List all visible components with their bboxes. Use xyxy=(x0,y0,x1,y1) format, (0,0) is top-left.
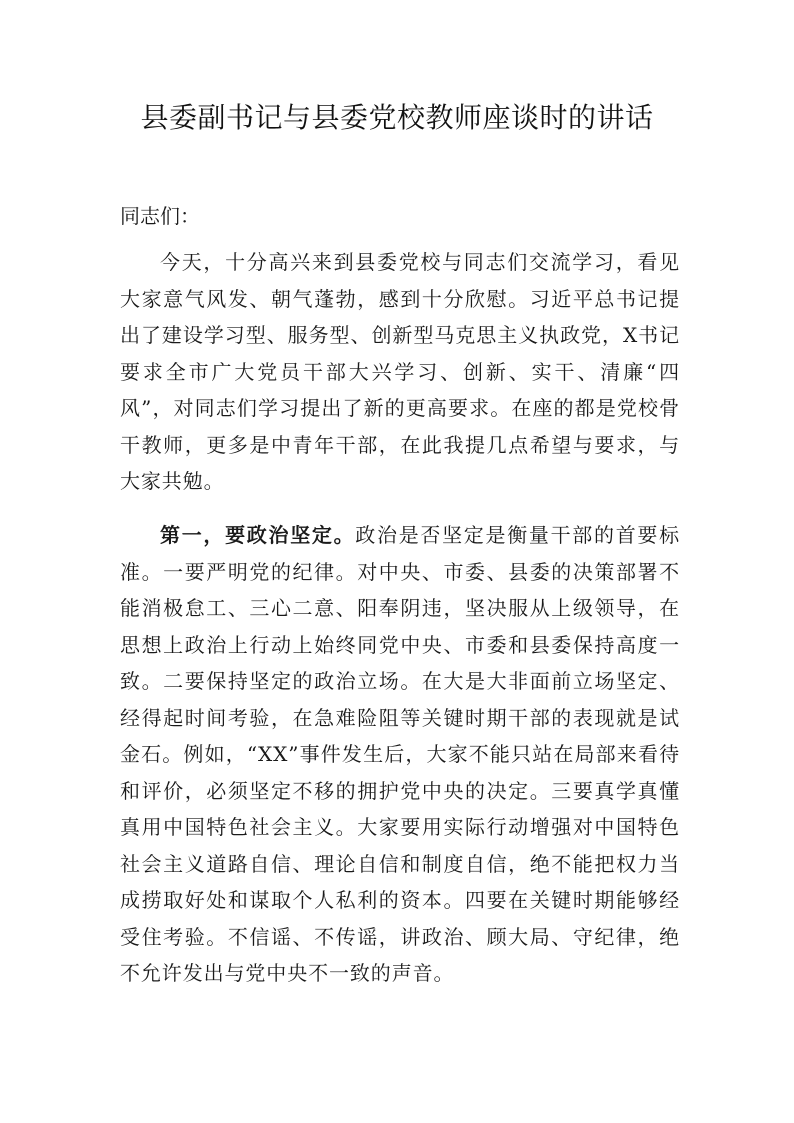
paragraph-text: 今天，十分高兴来到县委党校与同志们交流学习，看见大家意气风发、朝气蓬勃，感到十分欣慰。习近平总书记提出了建设学习型、服务型、创新型马克思主义执政党，X书记要求全市广大党员干部大兴学习、创新、实干、清廉“四风”，对同志们学习提出了新的更高要求。在座的都是党校骨干教师，更多是中青年干部，在此我提几点希望与要求，与大家共勉。 xyxy=(120,250,680,493)
paragraph-opening xyxy=(120,244,680,500)
paragraph-text: 政治是否坚定是衡量干部的首要标准。一要严明党的纪律。对中央、市委、县委的决策部署不能消极怠工、三心二意、阳奉阴违，坚决服从上级领导，在思想上政治上行动上始终同党中央、市委和县委保持高度一致。二要保持坚定的政治立场。在大是大非面前立场坚定、经得起时间考验，在急难险阻等关键时期干部的表现就是试金石。例如，“XX”事件发生后，大家不能只站在局部来看待和评价，必须坚定不移的拥护党中央的决定。三要真学真懂真用中国特色社会主义。大家要用实际行动增强对中国特色社会主义道路自信、理论自信和制度自信，绝不能把权力当成捞取好处和谋取个人私利的资本。四要在关键时期能够经受住考验。不信谣、不传谣，讲政治、顾大局、守纪律，绝不允许发出与党中央不一致的声音。 xyxy=(120,523,680,985)
paragraph-lead: 第一，要政治坚定。 xyxy=(160,523,356,547)
document-title: 县委副书记与县委党校教师座谈时的讲话 xyxy=(140,101,654,134)
paragraph-political-firmness xyxy=(120,517,680,992)
salutation: 同志们： xyxy=(120,204,200,228)
